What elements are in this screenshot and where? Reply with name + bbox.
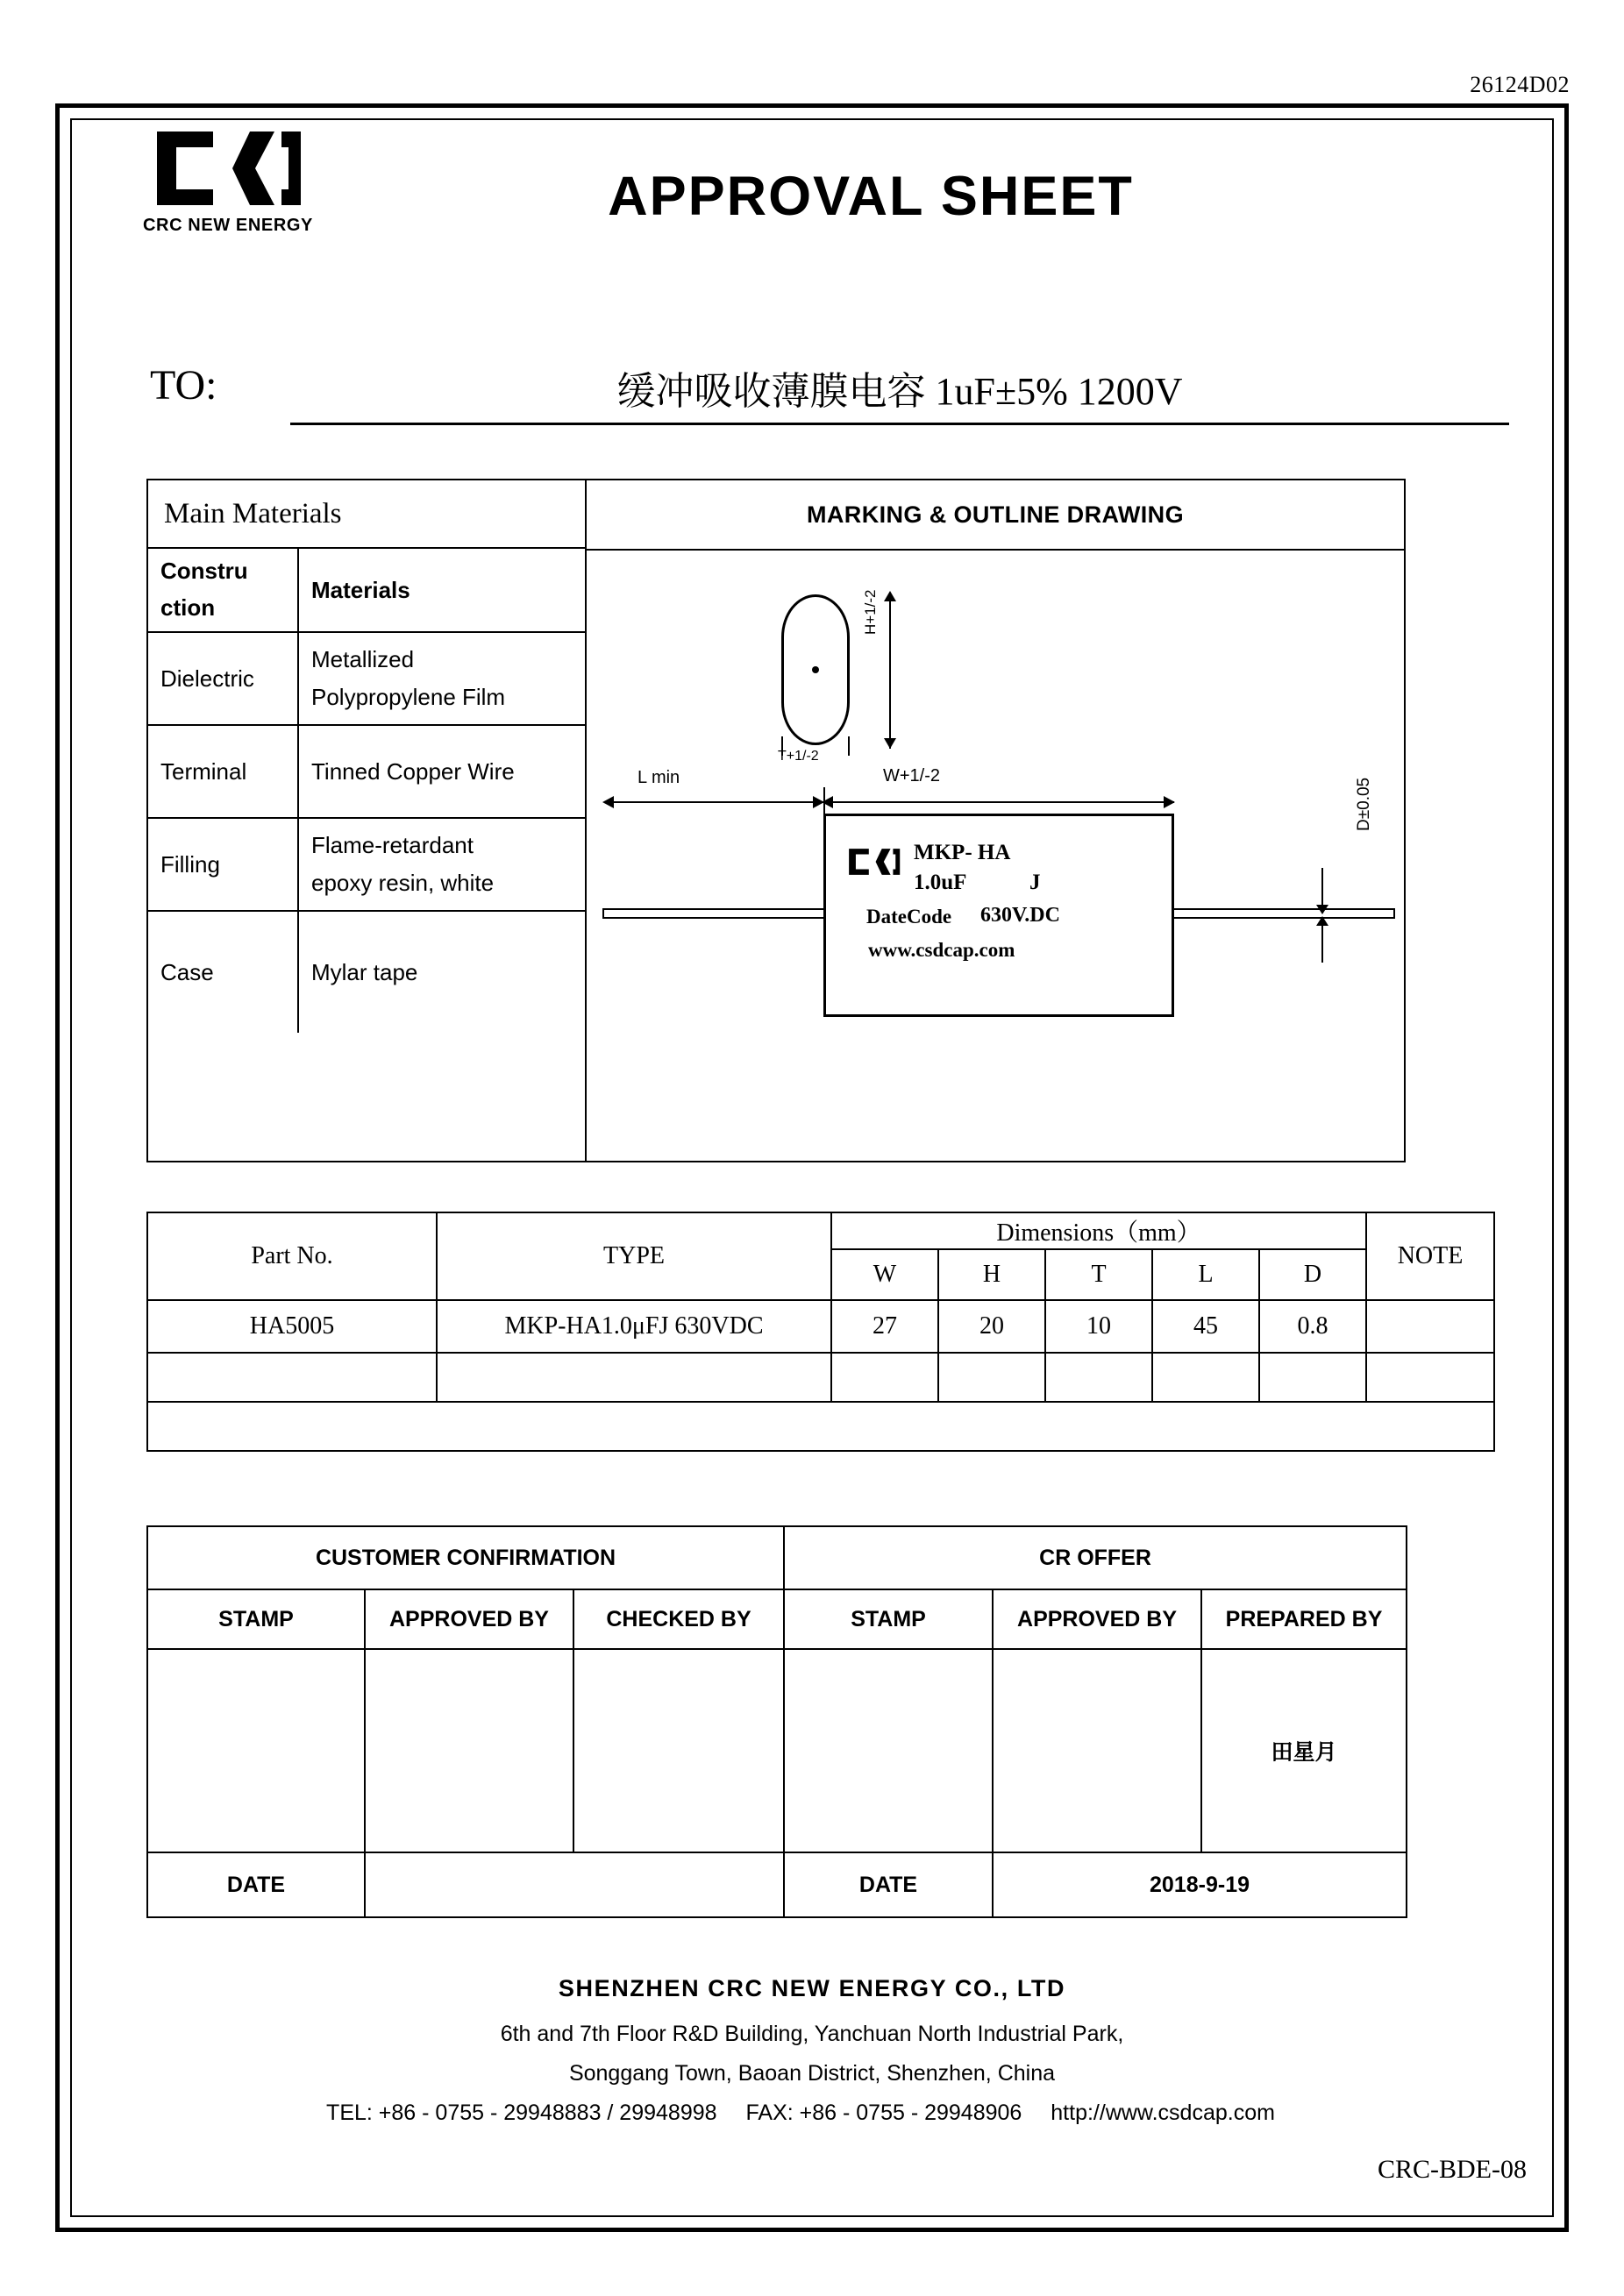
company-logo-block [101, 128, 355, 236]
arrow-left-icon [602, 796, 614, 808]
header-cr-approved-by: APPROVED BY [993, 1589, 1201, 1649]
footer-address-line-2: Songgang Town, Baoan District, Shenzhen, China [568, 2061, 1056, 2086]
drawing-heading: MARKING & OUTLINE DRAWING [587, 480, 1404, 551]
capacitor-front-view-body [823, 814, 1174, 1017]
confirmation-date-row [147, 1852, 1407, 1917]
arrow-up-icon [1321, 926, 1323, 963]
table-row [148, 726, 585, 819]
field-cr-date[interactable]: 2018-9-19 [993, 1852, 1407, 1917]
table-row-empty [147, 1402, 1494, 1451]
materials-construction-cell: Terminal [148, 726, 299, 817]
cell-part-no: HA5005 [147, 1300, 437, 1353]
to-value: 缓冲吸收薄膜电容 1uF±5% 1200V [290, 359, 1509, 425]
field-customer-date[interactable] [365, 1852, 784, 1917]
cell-empty-wide [147, 1402, 1494, 1451]
cell-w: 27 [831, 1300, 938, 1353]
header-cr-prepared-by: PREPARED BY [1201, 1589, 1407, 1649]
table-row [147, 1300, 1494, 1353]
header-type: TYPE [437, 1212, 831, 1300]
marking-line-3b: 630V.DC [980, 904, 1060, 927]
main-materials-table [146, 479, 587, 1162]
capacitor-lead-left [602, 908, 825, 919]
cell-empty [831, 1353, 938, 1402]
dimension-line-lead-length [604, 801, 823, 803]
dimension-line-height [889, 593, 891, 749]
header-cr-stamp: STAMP [784, 1589, 993, 1649]
cell-t: 10 [1045, 1300, 1152, 1353]
footer-website[interactable]: http://www.csdcap.com [1051, 2101, 1275, 2125]
dimension-label-width: W+1/-2 [883, 766, 941, 785]
drawing-canvas [587, 551, 1404, 1164]
cell-h: 20 [938, 1300, 1045, 1353]
marking-line-4: www.csdcap.com [868, 939, 1015, 961]
cell-l: 45 [1152, 1300, 1259, 1353]
materials-and-drawing-block [146, 479, 1406, 985]
confirmation-subheader-row [147, 1589, 1407, 1649]
cell-empty [147, 1353, 437, 1402]
table-row [148, 819, 585, 912]
field-customer-checked-by[interactable] [573, 1649, 784, 1852]
materials-col1-header: Constru ction [148, 549, 299, 631]
header-dim-t: T [1045, 1249, 1152, 1300]
header-dim-h: H [938, 1249, 1045, 1300]
cell-type: MKP-HA1.0μFJ 630VDC [437, 1300, 831, 1353]
arrow-down-icon [1321, 868, 1323, 905]
marking-outline-drawing-panel [587, 479, 1406, 1162]
crc-logo-icon [152, 128, 305, 209]
field-cr-stamp[interactable] [784, 1649, 993, 1852]
header-customer-approved-by: APPROVED BY [365, 1589, 573, 1649]
footer-fax: FAX: +86 - 0755 - 29948906 [745, 2101, 1022, 2125]
footer-company-name: SHENZHEN CRC NEW ENERGY CO., LTD [558, 1975, 1066, 2001]
table-header-row [147, 1212, 1494, 1249]
customer-confirmation-title: CUSTOMER CONFIRMATION [147, 1526, 784, 1589]
page-content [55, 103, 1569, 2232]
main-materials-heading: Main Materials [148, 480, 585, 549]
label-cr-date: DATE [784, 1852, 993, 1917]
page-title: APPROVAL SHEET [608, 166, 1134, 227]
table-row [148, 633, 585, 726]
header-note: NOTE [1366, 1212, 1494, 1300]
document-code-bottom: CRC-BDE-08 [1377, 2155, 1527, 2184]
header-part-no: Part No. [147, 1212, 437, 1300]
header-dim-l: L [1152, 1249, 1259, 1300]
table-row-empty [147, 1353, 1494, 1402]
materials-material-cell: Tinned Copper Wire [311, 757, 515, 785]
to-label: TO: [150, 362, 217, 409]
field-cr-approved-by[interactable] [993, 1649, 1201, 1852]
capacitor-lead-right [1172, 908, 1395, 919]
table-row [148, 912, 585, 1033]
confirmation-title-row [147, 1526, 1407, 1589]
arrow-down-icon [884, 738, 896, 749]
materials-col2-header: Materials [311, 576, 410, 603]
dimension-label-lead-length: L min [637, 768, 680, 787]
materials-header-row [148, 549, 585, 633]
label-customer-date: DATE [147, 1852, 365, 1917]
marking-line-2b: J [1029, 871, 1041, 894]
capacitor-side-view-shape [781, 594, 850, 745]
cr-offer-title: CR OFFER [784, 1526, 1407, 1589]
marking-line-1: MKP- HA [914, 841, 1011, 864]
marking-line-2a: 1.0uF [914, 871, 967, 894]
materials-material-cell: Mylar tape [311, 958, 418, 985]
header-customer-stamp: STAMP [147, 1589, 365, 1649]
cell-d: 0.8 [1259, 1300, 1366, 1353]
cell-empty [1366, 1353, 1494, 1402]
capacitor-center-dot-icon [812, 666, 819, 673]
materials-construction-cell: Dielectric [148, 633, 299, 724]
marking-line-3a: DateCode [866, 906, 952, 928]
dimension-line-width [823, 801, 1174, 803]
cell-empty [1045, 1353, 1152, 1402]
header-dim-w: W [831, 1249, 938, 1300]
materials-construction-cell: Filling [148, 819, 299, 910]
header-customer-checked-by: CHECKED BY [573, 1589, 784, 1649]
dimension-label-thickness: T+1/-2 [778, 749, 819, 764]
footer-tel: TEL: +86 - 0755 - 29948883 / 29948998 [326, 2101, 717, 2125]
company-logo-text: CRC NEW ENERGY [143, 216, 313, 235]
arrow-up-icon [884, 591, 896, 601]
footer-block [55, 1975, 1569, 2126]
dimension-label-diameter: D±0.05 [1355, 777, 1373, 831]
field-customer-stamp[interactable] [147, 1649, 365, 1852]
part-number-table [146, 1212, 1495, 1452]
materials-material-cell: Flame-retardant epoxy resin, white [311, 832, 495, 896]
cell-note [1366, 1300, 1494, 1353]
document-code-top: 26124D02 [1470, 72, 1570, 97]
field-customer-approved-by[interactable] [365, 1649, 573, 1852]
cell-empty [437, 1353, 831, 1402]
confirmation-signature-row [147, 1649, 1407, 1852]
crc-logo-icon-small [847, 846, 901, 878]
footer-address-line-1: 6th and 7th Floor R&D Building, Yanchuan North Industrial Park, [500, 2022, 1124, 2046]
to-row [115, 359, 1518, 430]
confirmation-table [146, 1525, 1407, 1918]
dimension-tick-thickness-right [848, 736, 850, 756]
cell-empty [938, 1353, 1045, 1402]
arrow-right-icon [1164, 796, 1175, 808]
header-dim-d: D [1259, 1249, 1366, 1300]
header-dimensions: Dimensions（mm） [831, 1212, 1366, 1249]
cell-empty [1152, 1353, 1259, 1402]
field-cr-prepared-by[interactable]: 田星月 [1201, 1649, 1407, 1852]
cell-empty [1259, 1353, 1366, 1402]
dimension-label-height: H+1/-2 [862, 589, 879, 635]
materials-material-cell: Metallized Polypropylene Film [311, 646, 506, 710]
footer-contact-line [55, 2101, 1569, 2126]
materials-construction-cell: Case [148, 912, 299, 1033]
